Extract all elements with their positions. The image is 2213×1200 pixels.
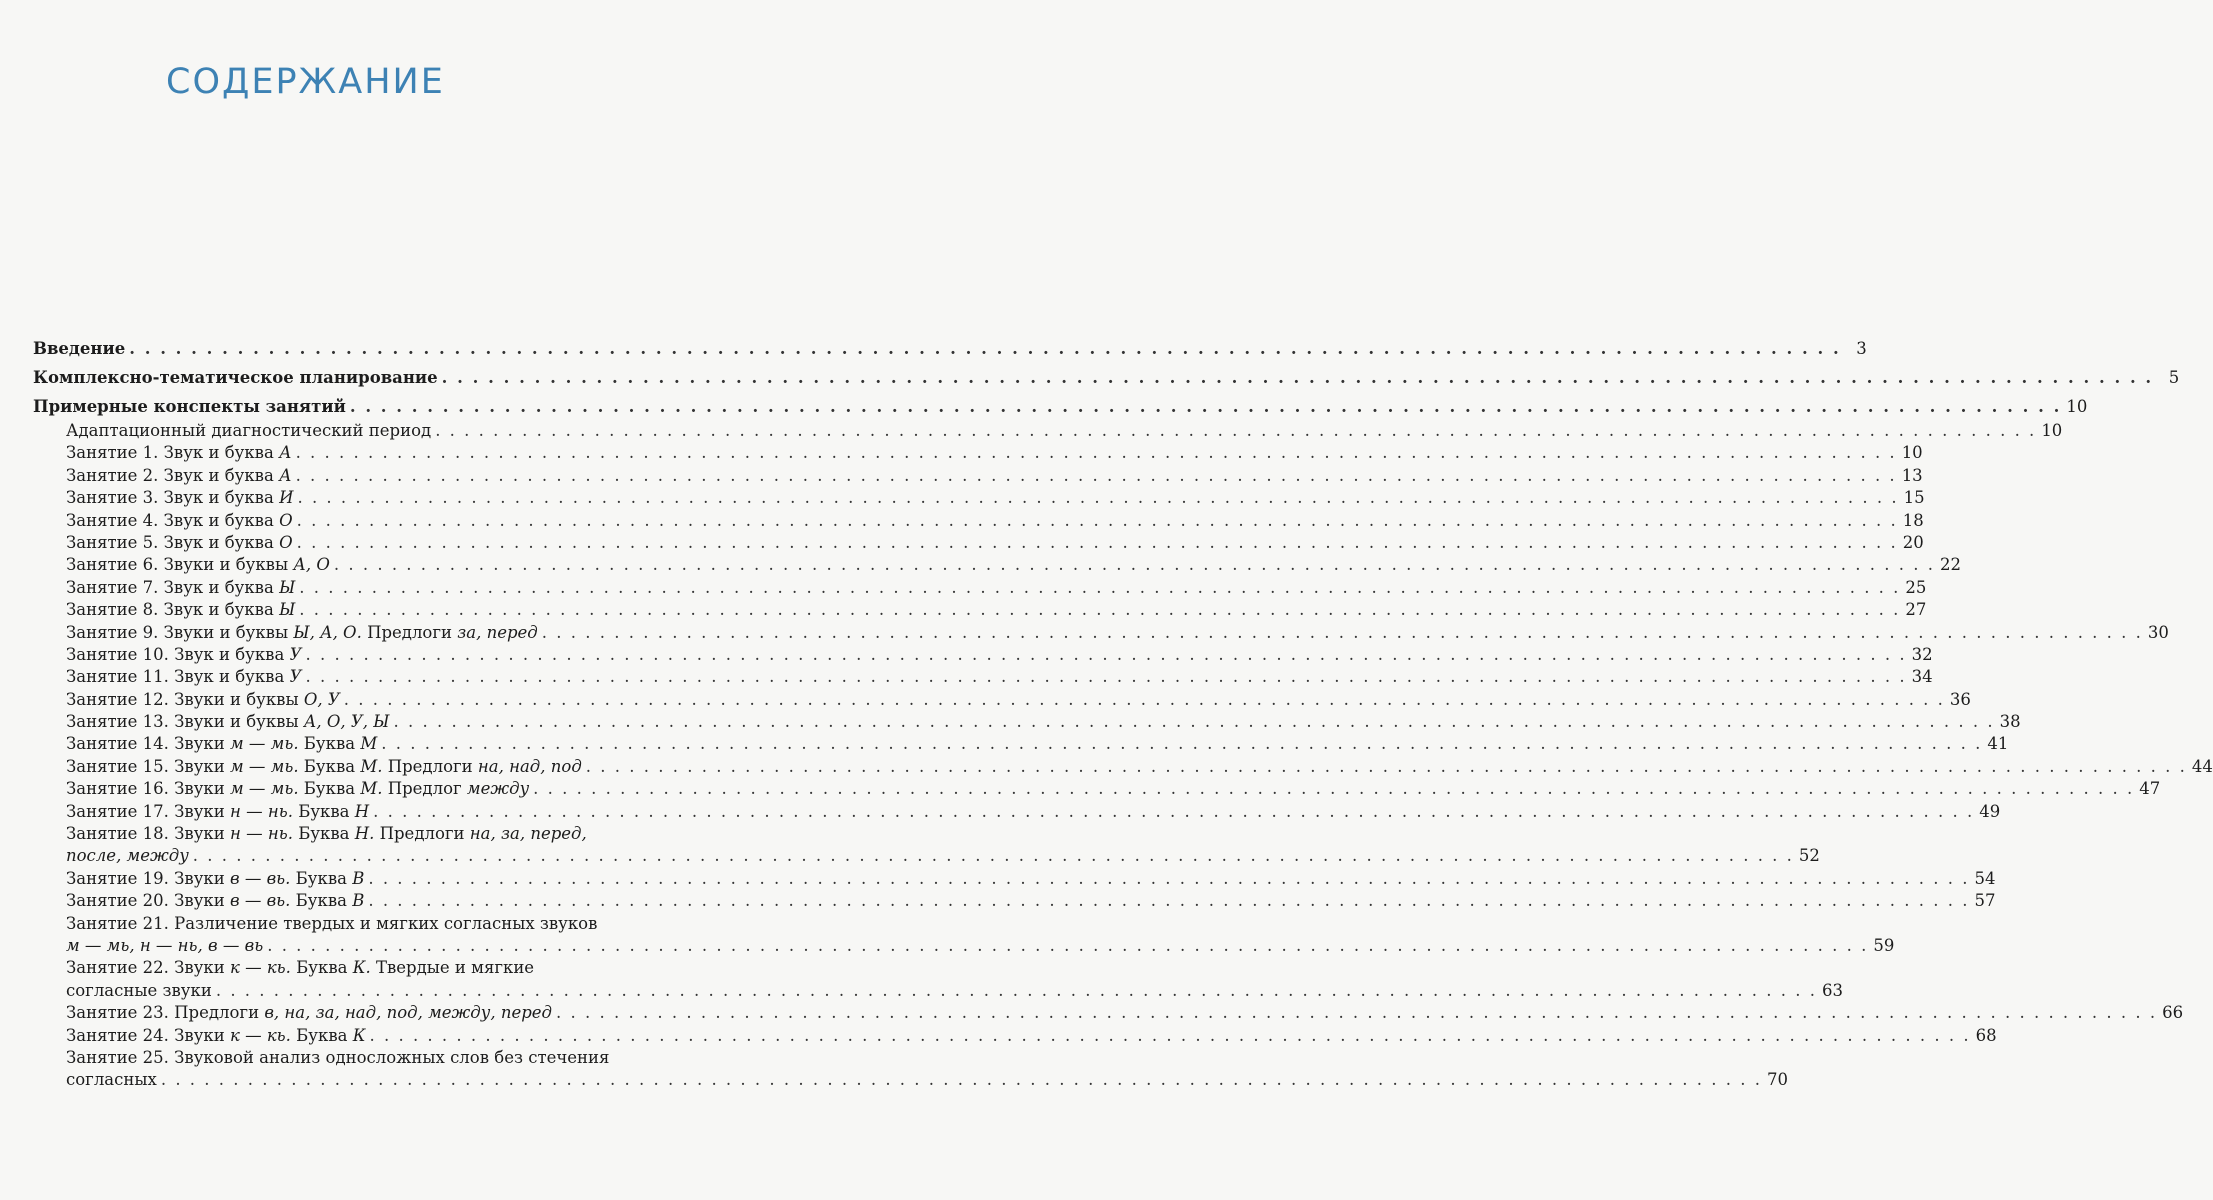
dot-leader — [306, 644, 1907, 666]
toc-entry-title — [66, 980, 212, 1002]
text: Занятие 17. Звуки — [66, 801, 230, 821]
toc-page-number: 38 — [1999, 712, 2021, 732]
toc-entry — [33, 980, 1843, 1002]
italic-text: М — [360, 734, 378, 754]
toc-entry — [33, 532, 1924, 554]
dot-leader — [368, 890, 1969, 912]
dot-leader — [556, 1002, 2157, 1024]
toc-entry — [33, 487, 1925, 509]
text: Предлоги — [361, 622, 458, 642]
toc-entry-title — [66, 666, 302, 688]
toc-entry-title — [66, 487, 293, 509]
toc-page-number: 18 — [1902, 510, 1924, 530]
dot-leader — [306, 666, 1907, 688]
toc-entry — [33, 868, 1996, 890]
toc-page-number: 59 — [1873, 935, 1895, 955]
italic-text: н — нь. — [229, 801, 293, 821]
text: Занятие 23. Предлоги — [66, 1003, 265, 1023]
toc-entry — [33, 935, 1895, 957]
text: Буква — [298, 734, 361, 754]
toc-entry-title — [66, 801, 369, 823]
toc-page-number: 54 — [1974, 868, 1996, 888]
toc-entry — [33, 1069, 1788, 1091]
toc-page-number: 70 — [1766, 1070, 1788, 1090]
dot-leader — [297, 510, 1898, 532]
text: Занятие 1. Звук и буква — [66, 443, 280, 463]
toc-entry-title — [66, 1002, 552, 1024]
text: Занятие 10. Звук и буква — [66, 644, 290, 664]
toc-page-number: 15 — [1903, 488, 1925, 508]
italic-text: Ы — [279, 600, 296, 620]
toc-entry — [33, 365, 2180, 391]
dot-leader — [216, 980, 1817, 1002]
toc-entry — [33, 1047, 793, 1069]
toc-entry-title — [66, 913, 597, 935]
dot-leader — [296, 442, 1897, 464]
text: согласные звуки — [66, 980, 212, 1000]
dot-leader — [193, 845, 1794, 867]
text: Комплексно-тематическое планирование — [33, 368, 438, 387]
text: Занятие 7. Звук и буква — [66, 577, 280, 597]
toc-entry — [33, 666, 1933, 688]
toc-entry — [33, 756, 2213, 778]
toc-entry — [33, 711, 2021, 733]
italic-text: м — мь, н — нь, в — вь — [66, 935, 264, 955]
dot-leader — [334, 554, 1935, 576]
toc-page-number: 5 — [2168, 368, 2180, 387]
text: Занятие 21. Различение твердых и мягких согласных звуков — [66, 913, 598, 933]
italic-text: В — [352, 868, 365, 888]
italic-text: м — мь. — [229, 756, 299, 776]
text: Занятие 2. Звук и буква — [66, 465, 280, 485]
toc-entry-title — [66, 554, 330, 576]
toc-entry-title — [66, 510, 293, 532]
toc-page-number: 22 — [1939, 555, 1961, 575]
toc-entry — [33, 510, 1924, 532]
toc-entry-title — [66, 778, 529, 800]
toc-page-number: 27 — [1905, 600, 1927, 620]
toc-entry — [33, 336, 1867, 362]
table-of-contents — [33, 336, 2213, 1092]
dot-leader — [299, 599, 1900, 621]
toc-entry-title — [66, 1025, 365, 1047]
text: Занятие 24. Звуки — [66, 1025, 230, 1045]
toc-entry — [33, 644, 1933, 666]
text: Занятие 11. Звук и буква — [66, 667, 290, 687]
toc-entry — [33, 845, 1820, 867]
toc-entry-title — [66, 1069, 157, 1091]
italic-text: У — [289, 667, 302, 687]
toc-entry-title — [66, 868, 364, 890]
toc-entry-title — [66, 845, 189, 867]
toc-entry — [33, 913, 793, 935]
text: Занятие 15. Звуки — [66, 756, 230, 776]
dot-leader — [297, 532, 1898, 554]
italic-text: за, перед — [457, 622, 538, 642]
dot-leader — [373, 801, 1974, 823]
text: Занятие 20. Звуки — [66, 891, 230, 911]
page-title: СОДЕРЖАНИЕ — [166, 62, 445, 102]
toc-entry — [33, 801, 2001, 823]
text: Буква — [292, 801, 355, 821]
italic-text: м — мь. — [229, 779, 299, 799]
text: Занятие 14. Звуки — [66, 734, 230, 754]
toc-entry — [33, 622, 2169, 644]
toc-page-number: 30 — [2147, 622, 2169, 642]
italic-text: между — [466, 779, 530, 799]
toc-page-number: 68 — [1975, 1025, 1997, 1045]
text: Занятие 5. Звук и буква — [66, 532, 280, 552]
text: Буква — [298, 779, 361, 799]
italic-text: после, между — [66, 846, 189, 866]
toc-page-number: 49 — [1979, 801, 2001, 821]
toc-page-number: 57 — [1974, 891, 1996, 911]
toc-entry — [33, 890, 1996, 912]
italic-text: К — [352, 1025, 366, 1045]
italic-text: на, за, перед, — [469, 824, 587, 844]
text: Занятие 18. Звуки — [66, 824, 230, 844]
dot-leader — [394, 711, 1995, 733]
italic-text: М. — [360, 756, 383, 776]
italic-text: А — [279, 465, 292, 485]
toc-entry-title — [66, 465, 292, 487]
toc-entry-title — [66, 622, 538, 644]
italic-text: Н. — [354, 824, 375, 844]
toc-entry-title — [66, 756, 582, 778]
italic-text: м — мь. — [229, 734, 299, 754]
text: Примерные конспекты занятий — [33, 397, 346, 416]
text: Буква — [290, 891, 353, 911]
toc-entry — [33, 442, 1923, 464]
italic-text: к — кь. — [229, 1025, 291, 1045]
toc-page-number: 41 — [1987, 734, 2009, 754]
italic-text: О, У — [303, 689, 340, 709]
dot-leader — [297, 487, 1898, 509]
dot-leader — [296, 465, 1897, 487]
toc-page-number: 66 — [2162, 1003, 2184, 1023]
italic-text: О — [279, 510, 293, 530]
text: Занятие 16. Звуки — [66, 779, 230, 799]
toc-entry-title — [66, 689, 340, 711]
italic-text: на, над, под — [477, 756, 582, 776]
italic-text: в — вь. — [229, 891, 291, 911]
text: Предлог — [382, 779, 467, 799]
toc-entry-title — [66, 957, 534, 979]
text: Буква — [292, 824, 355, 844]
text: Введение — [33, 339, 126, 358]
text: Буква — [298, 756, 361, 776]
dot-leader — [344, 689, 1945, 711]
toc-entry-title — [66, 420, 431, 442]
text: Буква — [290, 958, 353, 978]
italic-text: А, О — [293, 555, 330, 575]
toc-entry — [33, 1025, 1997, 1047]
italic-text: И — [279, 488, 294, 508]
toc-page-number: 34 — [1911, 667, 1933, 687]
toc-entry — [33, 465, 1923, 487]
text: Занятие 25. Звуковой анализ односложных слов без стечения — [66, 1047, 610, 1067]
text: Предлоги — [382, 756, 478, 776]
text: Занятие 19. Звуки — [66, 868, 230, 888]
dot-leader — [267, 935, 1868, 957]
toc-page-number: 10 — [1901, 443, 1923, 463]
toc-entry — [33, 599, 1927, 621]
toc-page-number: 10 — [2041, 421, 2063, 440]
toc-entry-title — [66, 532, 293, 554]
toc-page-number: 52 — [1798, 846, 1820, 866]
italic-text: к — кь. — [229, 958, 291, 978]
toc-entry — [33, 577, 1927, 599]
toc-entry-title — [66, 711, 390, 733]
toc-entry-title — [66, 442, 292, 464]
toc-entry-title — [66, 644, 302, 666]
toc-entry-title — [66, 599, 295, 621]
toc-entry — [33, 394, 2088, 420]
dot-leader — [381, 733, 1982, 755]
dot-leader — [542, 622, 2143, 644]
toc-entry-title — [33, 365, 438, 391]
toc-entry — [33, 420, 2063, 442]
toc-entry-title — [66, 935, 263, 957]
text: Занятие 3. Звук и буква — [66, 488, 280, 508]
italic-text: Ы — [279, 577, 296, 597]
toc-entry-title — [33, 394, 346, 420]
italic-text: В — [352, 891, 365, 911]
dot-leader — [350, 394, 2062, 420]
toc-entry-title — [66, 890, 364, 912]
dot-leader — [533, 778, 2134, 800]
text: Адаптационный диагностический период — [66, 421, 432, 440]
toc-entry — [33, 957, 793, 979]
text: Твердые и мягкие — [370, 958, 535, 978]
italic-text: н — нь. — [229, 824, 293, 844]
italic-text: в, на, за, над, под, между, перед — [264, 1003, 552, 1023]
text: Занятие 13. Звуки и буквы — [66, 712, 304, 732]
italic-text: А — [279, 443, 292, 463]
toc-page-number: 25 — [1905, 577, 1927, 597]
toc-entry — [33, 823, 793, 845]
italic-text: Н — [354, 801, 370, 821]
toc-page-number: 20 — [1902, 532, 1924, 552]
toc-entry-title — [66, 1047, 609, 1069]
italic-text: Ы, А, О. — [293, 622, 362, 642]
text: Буква — [290, 868, 353, 888]
toc-page-number: 36 — [1949, 689, 1971, 709]
text: Занятие 6. Звуки и буквы — [66, 555, 294, 575]
toc-page-number: 3 — [1856, 339, 1867, 358]
dot-leader — [299, 577, 1900, 599]
text: согласных — [66, 1070, 157, 1090]
toc-page-number: 10 — [2066, 397, 2088, 416]
toc-page-number: 32 — [1911, 644, 1933, 664]
italic-text: О — [279, 532, 293, 552]
text: Занятие 4. Звук и буква — [66, 510, 280, 530]
toc-page-number: 47 — [2139, 779, 2161, 799]
text: Буква — [290, 1025, 353, 1045]
dot-leader — [435, 420, 2036, 442]
dot-leader — [129, 336, 1841, 362]
toc-entry — [33, 733, 2009, 755]
toc-page-number: 13 — [1901, 465, 1923, 485]
text: Занятие 22. Звуки — [66, 958, 230, 978]
italic-text: У — [289, 644, 302, 664]
text: Предлоги — [374, 824, 470, 844]
toc-entry — [33, 689, 1971, 711]
toc-page-number: 63 — [1821, 980, 1843, 1000]
dot-leader — [586, 756, 2187, 778]
italic-text: М. — [360, 779, 383, 799]
toc-entry-title — [66, 733, 377, 755]
text: Занятие 12. Звуки и буквы — [66, 689, 304, 709]
text: Занятие 9. Звуки и буквы — [66, 622, 294, 642]
toc-page-number: 44 — [2191, 756, 2213, 776]
toc-entry — [33, 1002, 2184, 1024]
toc-entry-title — [66, 577, 295, 599]
italic-text: в — вь. — [229, 868, 291, 888]
dot-leader — [368, 868, 1969, 890]
toc-entry-title — [66, 823, 587, 845]
toc-entry — [33, 778, 2161, 800]
toc-entry — [33, 554, 1961, 576]
dot-leader — [369, 1025, 1970, 1047]
dot-leader — [161, 1069, 1762, 1091]
dot-leader — [442, 365, 2154, 391]
toc-entry-title — [33, 336, 125, 362]
text: Занятие 8. Звук и буква — [66, 600, 280, 620]
italic-text: К. — [352, 958, 371, 978]
italic-text: А, О, У, Ы — [303, 712, 390, 732]
